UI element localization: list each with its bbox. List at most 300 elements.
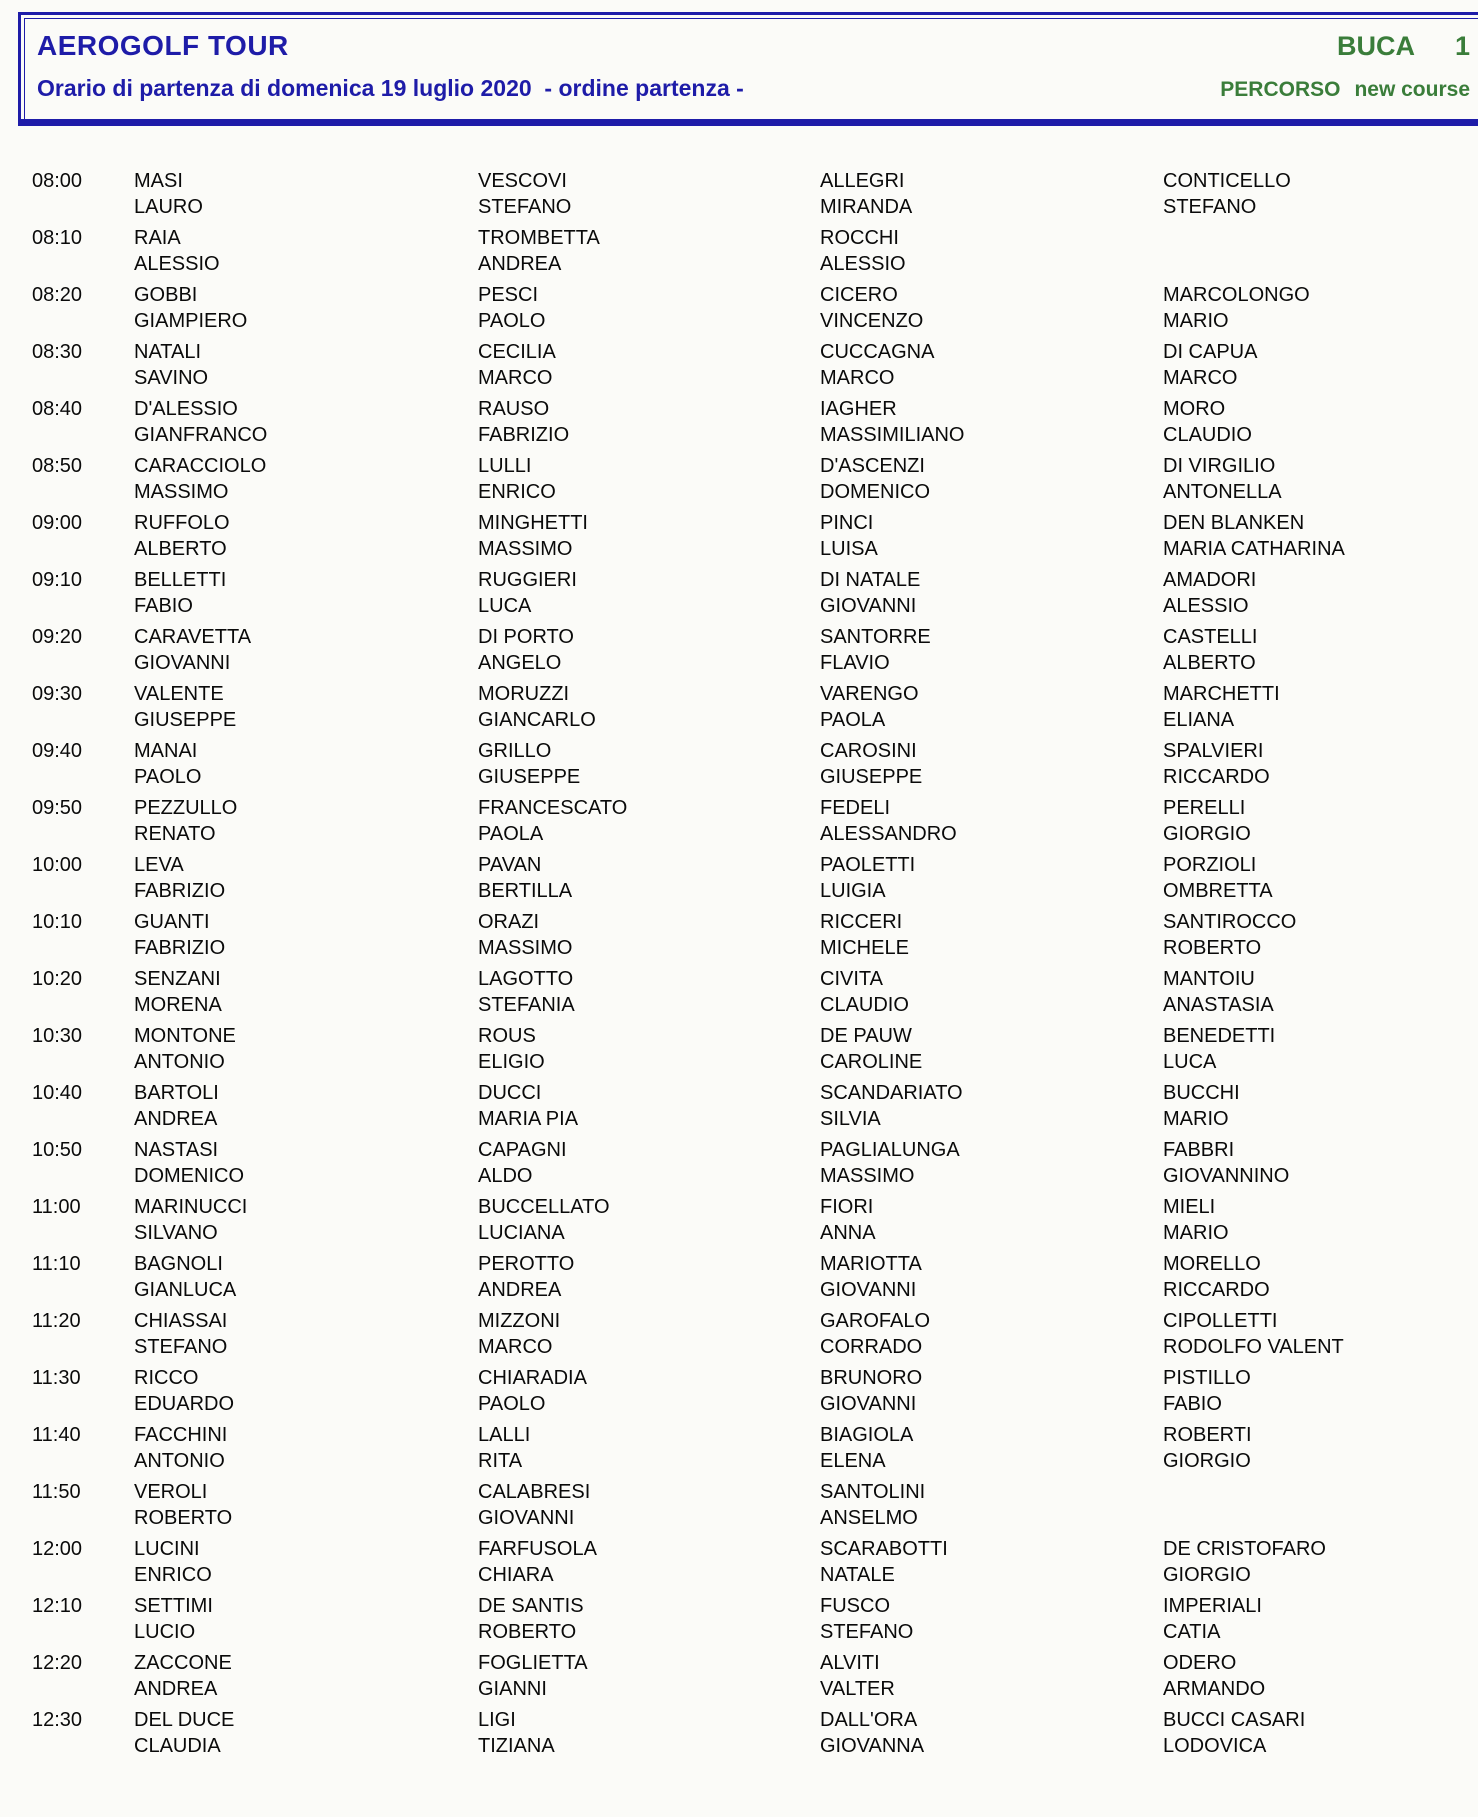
player-surname: MARCHETTI: [1163, 683, 1280, 705]
player-firstname: ALBERTO: [134, 538, 227, 560]
player-surname: CIVITA: [820, 968, 883, 990]
player-surname: MASI: [134, 170, 183, 192]
player-surname: CARACCIOLO: [134, 455, 267, 477]
player-cell: [134, 1536, 478, 1588]
player-cell: [1163, 225, 1478, 277]
player-cell: [820, 1194, 1163, 1246]
player-cell: [478, 1422, 820, 1474]
player-firstname: LODOVICA: [1163, 1735, 1267, 1757]
player-cell: [478, 1479, 820, 1531]
player-surname: MARCOLONGO: [1163, 284, 1310, 306]
player-firstname: BERTILLA: [478, 880, 573, 902]
player-firstname: STEFANO: [134, 1336, 228, 1358]
player-firstname: STEFANO: [1163, 196, 1257, 218]
player-cell: [1163, 396, 1478, 448]
time-cell: 09:00: [32, 512, 83, 534]
player-surname: AMADORI: [1163, 569, 1257, 591]
player-surname: FIORI: [820, 1196, 874, 1218]
player-cell: [478, 567, 820, 619]
player-cell: [820, 1593, 1163, 1645]
player-cell: [820, 282, 1163, 334]
player-surname: IAGHER: [820, 398, 897, 420]
player-firstname: MARIO: [1163, 1222, 1229, 1244]
tee-times-table: [0, 168, 1478, 1764]
player-cell: [134, 1707, 478, 1759]
player-cell: [134, 852, 478, 904]
player-cell: [134, 1137, 478, 1189]
player-surname: DE CRISTOFARO: [1163, 1538, 1326, 1560]
player-surname: MONTONE: [134, 1025, 236, 1047]
tee-time-row: [32, 852, 1478, 904]
player-firstname: FABRIZIO: [134, 937, 226, 959]
header: [18, 12, 1478, 126]
player-cell: [134, 453, 478, 505]
player-cell: [820, 225, 1163, 277]
player-firstname: GIOVANNI: [820, 1393, 917, 1415]
tee-time-row: [32, 681, 1478, 733]
player-firstname: ANTONELLA: [1163, 481, 1282, 503]
player-firstname: RICCARDO: [1163, 766, 1270, 788]
player-firstname: ALESSIO: [1163, 595, 1249, 617]
player-firstname: GIUSEPPE: [134, 709, 237, 731]
player-cell: [134, 168, 478, 220]
player-cell: [478, 909, 820, 961]
player-firstname: ROBERTO: [478, 1621, 577, 1643]
player-surname: LUCINI: [134, 1538, 200, 1560]
player-cell: [1163, 567, 1478, 619]
player-firstname: CLAUDIA: [134, 1735, 221, 1757]
player-firstname: ANTONIO: [134, 1051, 225, 1073]
player-cell: [1163, 1650, 1478, 1702]
player-cell: [1163, 453, 1478, 505]
player-cell: [134, 1365, 478, 1417]
player-cell: [820, 966, 1163, 1018]
player-firstname: MIRANDA: [820, 196, 913, 218]
player-surname: MORO: [1163, 398, 1226, 420]
player-cell: [820, 339, 1163, 391]
player-cell: [134, 909, 478, 961]
player-firstname: GIOVANNI: [820, 595, 917, 617]
time-cell: 08:20: [32, 284, 83, 306]
tee-time-row: [32, 1422, 1478, 1474]
player-surname: NASTASI: [134, 1139, 219, 1161]
player-cell: [1163, 1536, 1478, 1588]
player-firstname: DOMENICO: [820, 481, 930, 503]
player-surname: PERELLI: [1163, 797, 1246, 819]
player-surname: ROCCHI: [820, 227, 899, 249]
player-firstname: GIANFRANCO: [134, 424, 268, 446]
player-firstname: MARCO: [478, 1336, 553, 1358]
player-firstname: GIORGIO: [1163, 1564, 1251, 1586]
player-firstname: MASSIMO: [478, 937, 573, 959]
player-surname: MINGHETTI: [478, 512, 588, 534]
player-surname: CICERO: [820, 284, 898, 306]
player-cell: [478, 1194, 820, 1246]
player-surname: LEVA: [134, 854, 184, 876]
player-firstname: ANDREA: [134, 1678, 218, 1700]
player-surname: SANTORRE: [820, 626, 931, 648]
player-surname: NATALI: [134, 341, 202, 363]
player-surname: VESCOVI: [478, 170, 567, 192]
player-cell: [134, 681, 478, 733]
player-firstname: GIORGIO: [1163, 1450, 1251, 1472]
player-cell: [478, 738, 820, 790]
player-firstname: ENRICO: [478, 481, 556, 503]
player-cell: [478, 168, 820, 220]
player-cell: [1163, 1593, 1478, 1645]
player-firstname: FABRIZIO: [134, 880, 226, 902]
player-surname: CIPOLLETTI: [1163, 1310, 1278, 1332]
player-cell: [820, 1650, 1163, 1702]
player-cell: [134, 738, 478, 790]
player-firstname: LUCIANA: [478, 1222, 565, 1244]
player-surname: FACCHINI: [134, 1424, 228, 1446]
player-surname: DEL DUCE: [134, 1709, 235, 1731]
player-surname: PEZZULLO: [134, 797, 238, 819]
player-surname: DALL'ORA: [820, 1709, 918, 1731]
player-firstname: GIANCARLO: [478, 709, 596, 731]
player-surname: DEN BLANKEN: [1163, 512, 1305, 534]
player-cell: [1163, 681, 1478, 733]
player-surname: MANAI: [134, 740, 198, 762]
player-cell: [134, 396, 478, 448]
player-surname: BARTOLI: [134, 1082, 219, 1104]
player-cell: [1163, 966, 1478, 1018]
player-firstname: ANDREA: [478, 253, 562, 275]
time-cell: 09:30: [32, 683, 83, 705]
player-firstname: CORRADO: [820, 1336, 923, 1358]
player-cell: [478, 510, 820, 562]
player-firstname: GIORGIO: [1163, 823, 1251, 845]
player-cell: [134, 567, 478, 619]
player-firstname: ALESSIO: [134, 253, 220, 275]
player-surname: PORZIOLI: [1163, 854, 1257, 876]
player-cell: [478, 1365, 820, 1417]
player-cell: [820, 1479, 1163, 1531]
player-firstname: GIAMPIERO: [134, 310, 248, 332]
player-cell: [820, 1707, 1163, 1759]
player-firstname: GIOVANNI: [820, 1279, 917, 1301]
player-cell: [820, 567, 1163, 619]
player-cell: [478, 396, 820, 448]
player-firstname: MARCO: [820, 367, 895, 389]
player-firstname: CAROLINE: [820, 1051, 923, 1073]
tee-time-row: [32, 1650, 1478, 1702]
tee-time-row: [32, 168, 1478, 220]
player-firstname: GIUSEPPE: [820, 766, 923, 788]
player-surname: DI PORTO: [478, 626, 574, 648]
player-cell: [134, 1593, 478, 1645]
player-cell: [1163, 1080, 1478, 1132]
time-cell: 12:20: [32, 1652, 83, 1674]
player-firstname: GIUSEPPE: [478, 766, 581, 788]
player-surname: RAIA: [134, 227, 181, 249]
player-cell: [820, 1023, 1163, 1075]
player-firstname: CHIARA: [478, 1564, 554, 1586]
player-surname: CAROSINI: [820, 740, 917, 762]
header-inner: [24, 18, 1478, 119]
player-firstname: FABRIZIO: [478, 424, 570, 446]
player-cell: [478, 1707, 820, 1759]
header-row-1: [37, 30, 1470, 62]
time-cell: 11:40: [32, 1424, 81, 1446]
player-cell: [1163, 1023, 1478, 1075]
player-cell: [1163, 624, 1478, 676]
player-cell: [820, 852, 1163, 904]
time-cell: 11:20: [32, 1310, 81, 1332]
player-firstname: ALDO: [478, 1165, 533, 1187]
tee-time-row: [32, 1479, 1478, 1531]
player-surname: FEDELI: [820, 797, 891, 819]
player-surname: GRILLO: [478, 740, 552, 762]
player-surname: DI VIRGILIO: [1163, 455, 1276, 477]
player-firstname: CLAUDIO: [1163, 424, 1252, 446]
player-surname: CONTICELLO: [1163, 170, 1291, 192]
player-firstname: ELIGIO: [478, 1051, 545, 1073]
player-surname: DE PAUW: [820, 1025, 912, 1047]
player-cell: [134, 225, 478, 277]
tee-time-row: [32, 1365, 1478, 1417]
player-firstname: MASSIMO: [820, 1165, 915, 1187]
tee-time-row: [32, 453, 1478, 505]
player-surname: VALENTE: [134, 683, 224, 705]
tee-time-row: [32, 738, 1478, 790]
player-cell: [1163, 1365, 1478, 1417]
player-surname: MORUZZI: [478, 683, 570, 705]
player-surname: MIZZONI: [478, 1310, 561, 1332]
player-firstname: STEFANO: [820, 1621, 914, 1643]
course-indicator: [1220, 78, 1470, 102]
player-surname: FRANCESCATO: [478, 797, 628, 819]
player-cell: [1163, 1194, 1478, 1246]
player-surname: PESCI: [478, 284, 539, 306]
player-surname: IMPERIALI: [1163, 1595, 1262, 1617]
player-cell: [820, 1080, 1163, 1132]
player-cell: [134, 1422, 478, 1474]
player-firstname: SILVIA: [820, 1108, 881, 1130]
course-label: PERCORSO: [1220, 78, 1341, 101]
player-surname: DI CAPUA: [1163, 341, 1258, 363]
player-cell: [478, 1650, 820, 1702]
player-surname: GOBBI: [134, 284, 198, 306]
player-cell: [478, 1536, 820, 1588]
player-cell: [820, 624, 1163, 676]
player-firstname: ALBERTO: [1163, 652, 1256, 674]
player-firstname: RICCARDO: [1163, 1279, 1270, 1301]
player-firstname: ANDREA: [478, 1279, 562, 1301]
player-cell: [820, 1365, 1163, 1417]
tee-time-row: [32, 1308, 1478, 1360]
player-cell: [478, 1308, 820, 1360]
player-firstname: MASSIMILIANO: [820, 424, 965, 446]
player-surname: RUGGIERI: [478, 569, 577, 591]
player-firstname: FABIO: [1163, 1393, 1222, 1415]
player-cell: [478, 1593, 820, 1645]
player-surname: BUCCHI: [1163, 1082, 1240, 1104]
player-cell: [820, 681, 1163, 733]
tee-time-row: [32, 339, 1478, 391]
player-firstname: ROBERTO: [1163, 937, 1262, 959]
player-cell: [134, 1080, 478, 1132]
time-cell: 09:20: [32, 626, 83, 648]
player-firstname: LAURO: [134, 196, 203, 218]
player-firstname: MASSIMO: [134, 481, 229, 503]
time-cell: 09:10: [32, 569, 83, 591]
player-surname: BELLETTI: [134, 569, 227, 591]
player-firstname: MARIO: [1163, 1108, 1229, 1130]
time-cell: 10:50: [32, 1139, 83, 1161]
player-firstname: MASSIMO: [478, 538, 573, 560]
player-firstname: MARIA CATHARINA: [1163, 538, 1345, 560]
header-row-2: [37, 75, 1470, 102]
player-surname: GUANTI: [134, 911, 210, 933]
player-surname: BUCCELLATO: [478, 1196, 610, 1218]
time-cell: 11:00: [32, 1196, 81, 1218]
hole-number: 1: [1454, 31, 1470, 61]
tee-time-row: [32, 225, 1478, 277]
hole-indicator: [1337, 31, 1470, 62]
player-cell: [478, 966, 820, 1018]
player-surname: CASTELLI: [1163, 626, 1258, 648]
player-cell: [134, 339, 478, 391]
player-cell: [134, 1023, 478, 1075]
player-cell: [134, 1308, 478, 1360]
tee-time-row: [32, 795, 1478, 847]
time-cell: 11:10: [32, 1253, 81, 1275]
player-surname: LIGI: [478, 1709, 516, 1731]
player-surname: MORELLO: [1163, 1253, 1261, 1275]
hole-label: BUCA: [1336, 31, 1415, 61]
time-cell: 08:50: [32, 455, 83, 477]
player-surname: BENEDETTI: [1163, 1025, 1276, 1047]
player-surname: CAPAGNI: [478, 1139, 567, 1161]
player-firstname: SILVANO: [134, 1222, 218, 1244]
tee-time-row: [32, 510, 1478, 562]
tee-time-row: [32, 624, 1478, 676]
tee-time-row: [32, 282, 1478, 334]
player-cell: [134, 795, 478, 847]
tee-time-row: [32, 1137, 1478, 1189]
player-firstname: ANASTASIA: [1163, 994, 1274, 1016]
player-firstname: OMBRETTA: [1163, 880, 1273, 902]
player-surname: FARFUSOLA: [478, 1538, 597, 1560]
player-surname: DE SANTIS: [478, 1595, 584, 1617]
player-surname: ROUS: [478, 1025, 536, 1047]
player-firstname: GIANNI: [478, 1678, 547, 1700]
player-surname: VEROLI: [134, 1481, 208, 1503]
player-surname: PAVAN: [478, 854, 542, 876]
player-cell: [478, 681, 820, 733]
player-cell: [478, 624, 820, 676]
player-surname: GAROFALO: [820, 1310, 931, 1332]
player-firstname: ENRICO: [134, 1564, 212, 1586]
player-cell: [820, 168, 1163, 220]
player-cell: [820, 1251, 1163, 1303]
player-firstname: LUCIO: [134, 1621, 196, 1643]
player-firstname: MARCO: [1163, 367, 1238, 389]
player-surname: LAGOTTO: [478, 968, 574, 990]
time-cell: 10:30: [32, 1025, 83, 1047]
time-cell: 12:00: [32, 1538, 83, 1560]
player-cell: [478, 1251, 820, 1303]
player-firstname: PAOLA: [820, 709, 886, 731]
player-surname: ZACCONE: [134, 1652, 232, 1674]
player-cell: [134, 966, 478, 1018]
player-surname: SENZANI: [134, 968, 221, 990]
player-firstname: TIZIANA: [478, 1735, 555, 1757]
player-surname: RUFFOLO: [134, 512, 230, 534]
player-firstname: GIOVANNI: [478, 1507, 575, 1529]
tee-time-row: [32, 1080, 1478, 1132]
player-cell: [478, 1023, 820, 1075]
player-cell: [820, 795, 1163, 847]
player-surname: SANTIROCCO: [1163, 911, 1297, 933]
player-firstname: PAOLO: [478, 1393, 546, 1415]
player-cell: [1163, 1422, 1478, 1474]
player-firstname: MARCO: [478, 367, 553, 389]
player-firstname: ANDREA: [134, 1108, 218, 1130]
player-firstname: MARIO: [1163, 310, 1229, 332]
player-surname: SCANDARIATO: [820, 1082, 963, 1104]
player-cell: [478, 282, 820, 334]
player-cell: [820, 396, 1163, 448]
player-surname: D'ALESSIO: [134, 398, 238, 420]
player-cell: [820, 453, 1163, 505]
player-surname: CHIARADIA: [478, 1367, 587, 1389]
player-firstname: GIOVANNINO: [1163, 1165, 1290, 1187]
player-firstname: LUIGIA: [820, 880, 886, 902]
player-firstname: FABIO: [134, 595, 193, 617]
player-firstname: GIANLUCA: [134, 1279, 237, 1301]
player-firstname: ANNA: [820, 1222, 876, 1244]
player-cell: [478, 852, 820, 904]
tee-time-row: [32, 1023, 1478, 1075]
player-firstname: ANTONIO: [134, 1450, 225, 1472]
time-cell: 08:10: [32, 227, 83, 249]
player-surname: PEROTTO: [478, 1253, 575, 1275]
tee-time-row: [32, 966, 1478, 1018]
player-cell: [134, 1251, 478, 1303]
player-cell: [820, 1137, 1163, 1189]
player-firstname: SAVINO: [134, 367, 209, 389]
player-cell: [1163, 795, 1478, 847]
tee-time-row: [32, 1251, 1478, 1303]
player-firstname: ELENA: [820, 1450, 886, 1472]
player-firstname: PAOLO: [478, 310, 546, 332]
player-cell: [820, 1536, 1163, 1588]
player-firstname: LUCA: [478, 595, 532, 617]
player-cell: [1163, 510, 1478, 562]
player-firstname: GIOVANNA: [820, 1735, 925, 1757]
player-surname: MARINUCCI: [134, 1196, 248, 1218]
player-cell: [478, 225, 820, 277]
player-firstname: LUCA: [1163, 1051, 1217, 1073]
tee-time-row: [32, 567, 1478, 619]
tee-time-row: [32, 1707, 1478, 1759]
player-surname: ROBERTI: [1163, 1424, 1252, 1446]
player-cell: [478, 795, 820, 847]
player-firstname: MARIA PIA: [478, 1108, 579, 1130]
time-cell: 10:40: [32, 1082, 83, 1104]
player-surname: CHIASSAI: [134, 1310, 228, 1332]
player-cell: [478, 1137, 820, 1189]
player-firstname: ALESSIO: [820, 253, 906, 275]
player-cell: [134, 282, 478, 334]
player-firstname: DOMENICO: [134, 1165, 244, 1187]
player-firstname: ANSELMO: [820, 1507, 918, 1529]
player-cell: [478, 339, 820, 391]
player-cell: [1163, 738, 1478, 790]
